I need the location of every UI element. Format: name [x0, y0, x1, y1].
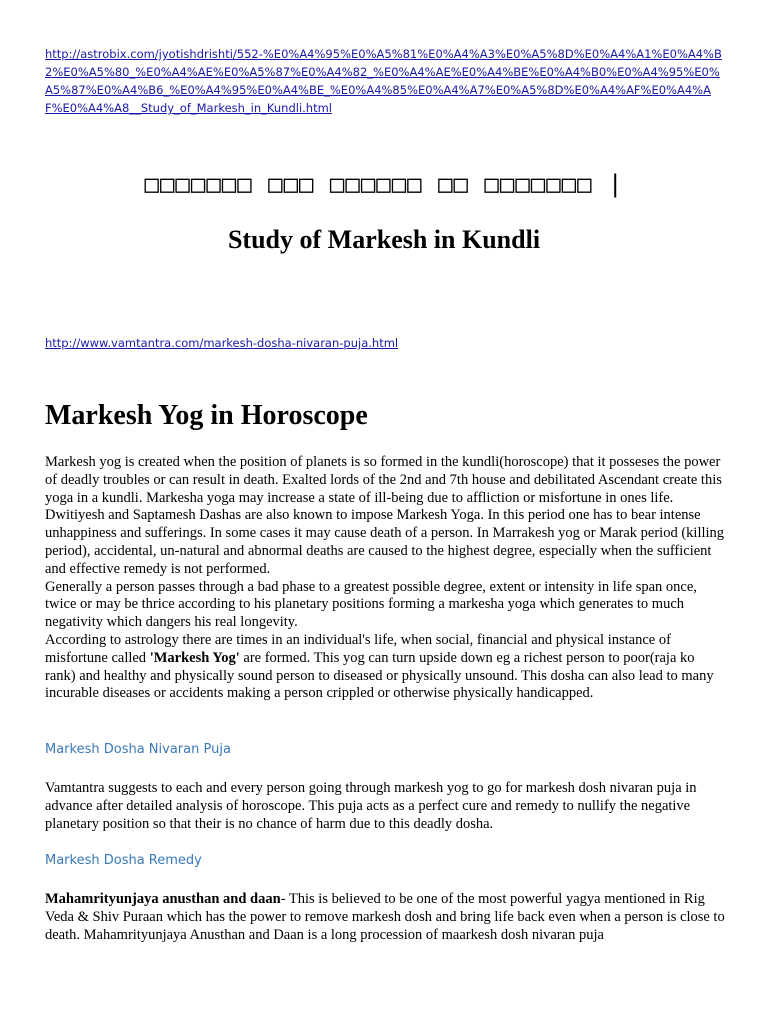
remedy-body: - This is believed to be one of the most powerful yagya mentioned in Rig Veda & Shiv Puraan which has the power to remove markesh dosh and bring life back even when a person is close to death. Mahamrityunjaya Anusthan and Daan is a long procession of maarkesh dosh nivaran puja	[45, 891, 725, 943]
intro-paragraphs	[45, 454, 725, 703]
paragraph-4-before: According to astrology there are times in an individual's life, when social, financial and physical instance of misfortune called	[45, 631, 671, 666]
main-heading: Markesh Yog in Horoscope	[45, 400, 368, 431]
paragraph-2: Dwitiyesh and Saptamesh Dashas are also known to impose Markesh Yoga. In this period one has to bear intense unhappiness and sufferings. In some cases it may cause death of a person. In Marrakesh yog or Marak period (killing period), accidental, un-natural and abnormal deaths are caused to the highest degree, especially when the sufficient and effective remedy is not performed.	[45, 507, 725, 577]
english-title: Study of Markesh in Kundli	[227, 225, 541, 254]
remedy-bold-lead: Mahamrityunjaya anusthan and daan	[45, 891, 281, 907]
remedy-paragraph	[45, 891, 725, 944]
markesh-yog-bold: 'Markesh Yog'	[149, 649, 240, 666]
source-url-link[interactable]: http://astrobix.com/jyotishdrishti/552-%E0%A4%95%E0%A5%81%E0%A4%A3%E0%A5%8D%E0%A4%A1%E0%A4%B2%E0%A5%80_%E0%A4%AE%E0%A5%87%E0%A4%82_%E0%A4%AE%E0%A4%BE%E0%A4%B0%E0%A4%95%E0%A5%87%E0%A4%B6_%E0%A4%95%E0%A4%BE_%E0%A4%85%E0%A4%A7%E0%A5%8D%E0%A4%AF%E0%A4%AF%E0%A4%A8__Study_of_Markesh_in_Kundli.html	[45, 47, 722, 115]
hindi-title: □□□□□□□ □□□ □□□□□□ □□ □□□□□□□ |	[144, 170, 624, 198]
paragraph-1: Markesh yog is created when the position of planets is so formed in the kundli(horoscope) that it posseses the power of deadly troubles or can result in death. Exalted lords of the 2nd and 7th house and debilitated Ascendant create this yoga in a kundli. Markesha yoga may increase a state of ill-being due to affliction or misfortune in ones life.	[45, 454, 722, 506]
remedy-heading: Markesh Dosha Remedy	[45, 853, 202, 868]
nivaran-puja-heading: Markesh Dosha Nivaran Puja	[45, 742, 231, 757]
remedy-text	[45, 891, 725, 944]
vamtantra-url-link[interactable]: http://www.vamtantra.com/markesh-dosha-nivaran-puja.html	[45, 336, 399, 350]
nivaran-puja-paragraph	[45, 780, 725, 833]
nivaran-puja-text: Vamtantra suggests to each and every person going through markesh yog to go for markesh dosh nivaran puja in advance after detailed analysis of horoscope. This puja acts as a perfect cure and remedy to nullify the negative planetary position so that their is no chance of harm due to this deadly dosha.	[45, 780, 697, 832]
paragraph-4-after: are formed. This yog can turn upside down eg a richest person to poor(raja ko rank) and healthy and physically sound person to diseased or physically unsound. This dosha can also lead to many incurable diseases or accidents making a person crippled or otherwise physically handicapped.	[45, 649, 714, 702]
paragraph-4	[45, 632, 725, 703]
paragraph-3: Generally a person passes through a bad phase to a greatest possible degree, extent or intensity in life span once, twice or may be thrice according to his planetary positions forming a markesha yoga which generates to much negativity which dangers his real longevity.	[45, 578, 697, 631]
